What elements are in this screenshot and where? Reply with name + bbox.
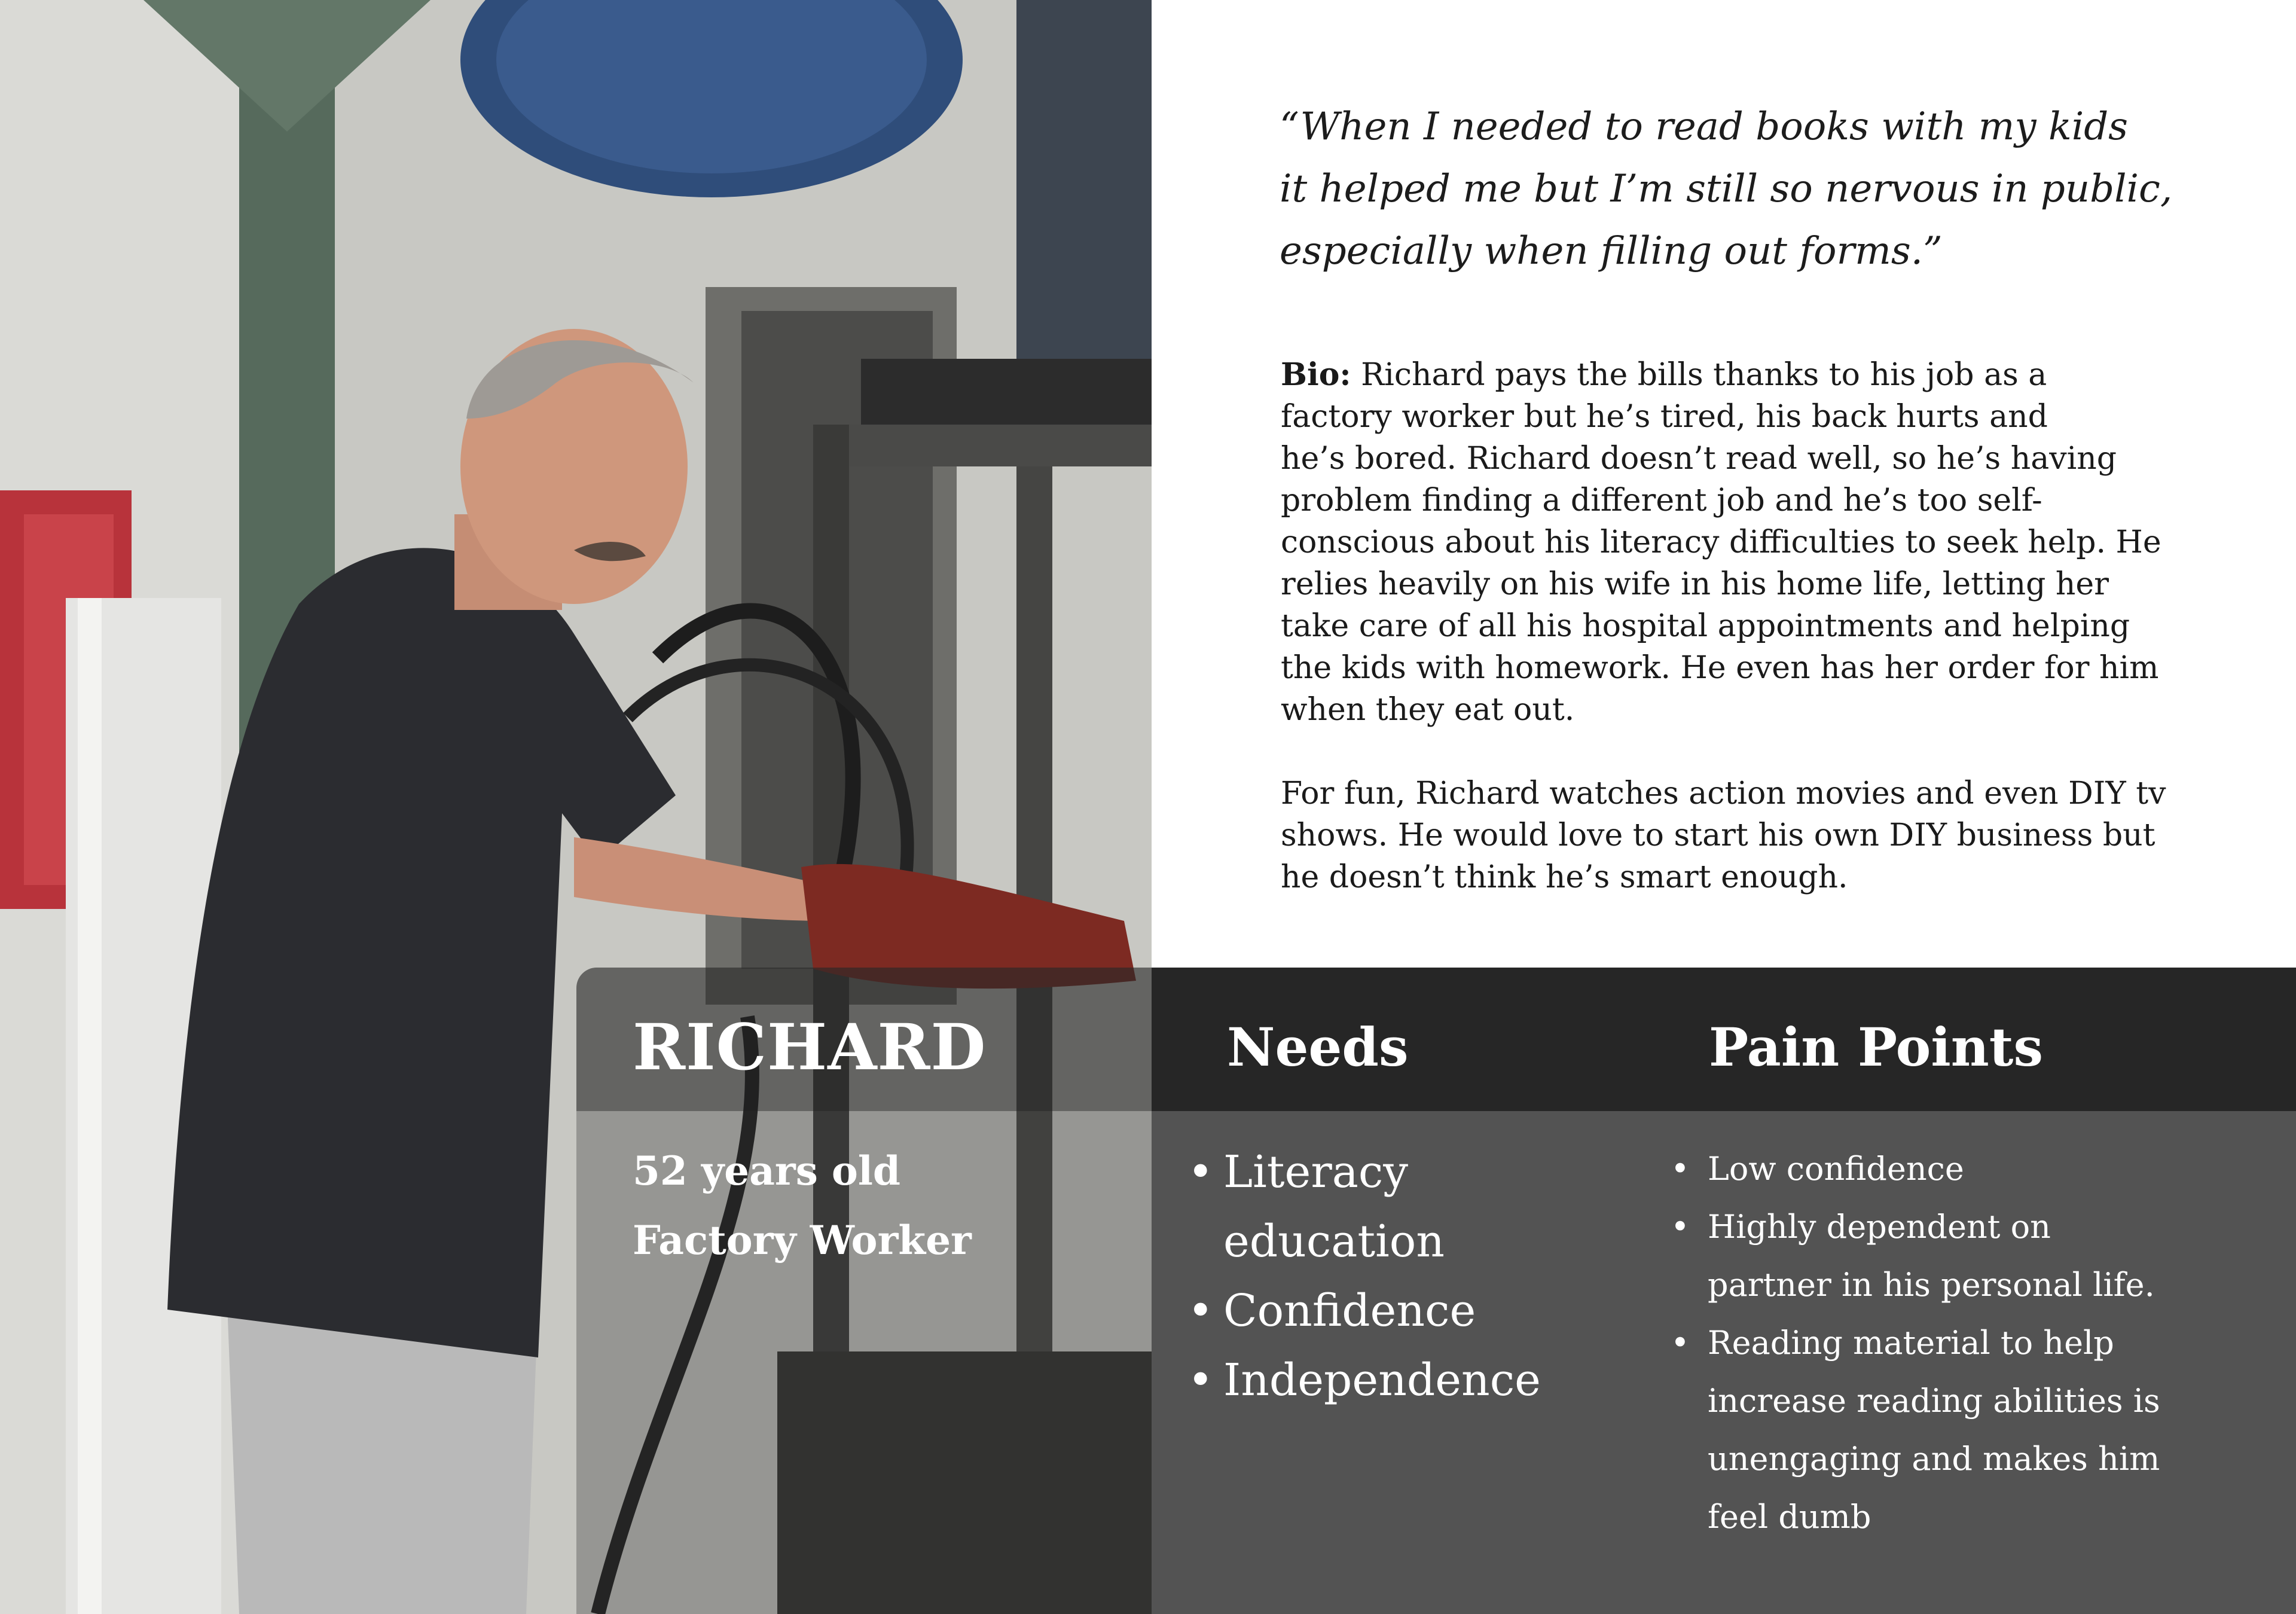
bullet-icon: •	[1671, 1324, 1690, 1362]
bullet-icon: •	[1187, 1354, 1214, 1406]
bio-fun-paragraph: For fun, Richard watches action movies and even DIY tv shows. He would love to start his own DIY business but he doesn’t think he’s smart enough.	[1281, 776, 2166, 895]
pain-points-heading: Pain Points	[1709, 1016, 2043, 1078]
bullet-icon: •	[1187, 1146, 1214, 1198]
needs-item-text: Confidence	[1223, 1285, 1476, 1337]
bullet-icon: •	[1671, 1150, 1690, 1188]
needs-item-text: Literacy education	[1223, 1146, 1445, 1267]
bio-paragraph	[1281, 354, 2213, 731]
persona-occupation: Factory Worker	[633, 1217, 972, 1264]
pain-points-list	[1671, 1140, 2185, 1546]
needs-item	[1187, 1137, 1642, 1276]
pain-point-text: Reading material to help increase reading abilities is unengaging and makes him feel dumb	[1708, 1324, 2160, 1536]
pain-point-text: Low confidence	[1708, 1150, 1964, 1188]
pain-point-item	[1671, 1140, 2185, 1198]
persona-age: 52 years old	[633, 1148, 901, 1194]
pain-point-text: Highly dependent on partner in his personal life.	[1708, 1208, 2155, 1304]
needs-item-text: Independence	[1223, 1354, 1541, 1406]
needs-item	[1187, 1345, 1642, 1415]
persona-meta	[633, 1136, 972, 1275]
persona-name: RICHARD	[633, 1009, 987, 1084]
bullet-icon: •	[1187, 1285, 1214, 1337]
bio-label: Bio:	[1281, 356, 1351, 393]
bio-text: Richard pays the bills thanks to his job as a factory worker but he’s tired, his back hurts and he’s bored. Richard doesn’t read well, so he’s having problem finding a different job and he’s too self- conscious about his literacy difficulties to seek help. He relies heavily on his wife in his home life, letting her take care of all his hospital appointments and helping the kids with homework. He even has her order for him when they eat out.	[1281, 357, 2161, 728]
bullet-icon: •	[1671, 1208, 1690, 1246]
needs-heading: Needs	[1227, 1016, 1409, 1078]
needs-list	[1187, 1137, 1642, 1415]
needs-item	[1187, 1276, 1642, 1345]
pain-point-item	[1671, 1198, 2185, 1314]
pain-point-item	[1671, 1314, 2185, 1546]
persona-quote: “When I needed to read books with my kids it helped me but I’m still so nervous in public, especially when filling out forms.”	[1280, 105, 2173, 273]
persona-bio	[1281, 354, 2213, 898]
